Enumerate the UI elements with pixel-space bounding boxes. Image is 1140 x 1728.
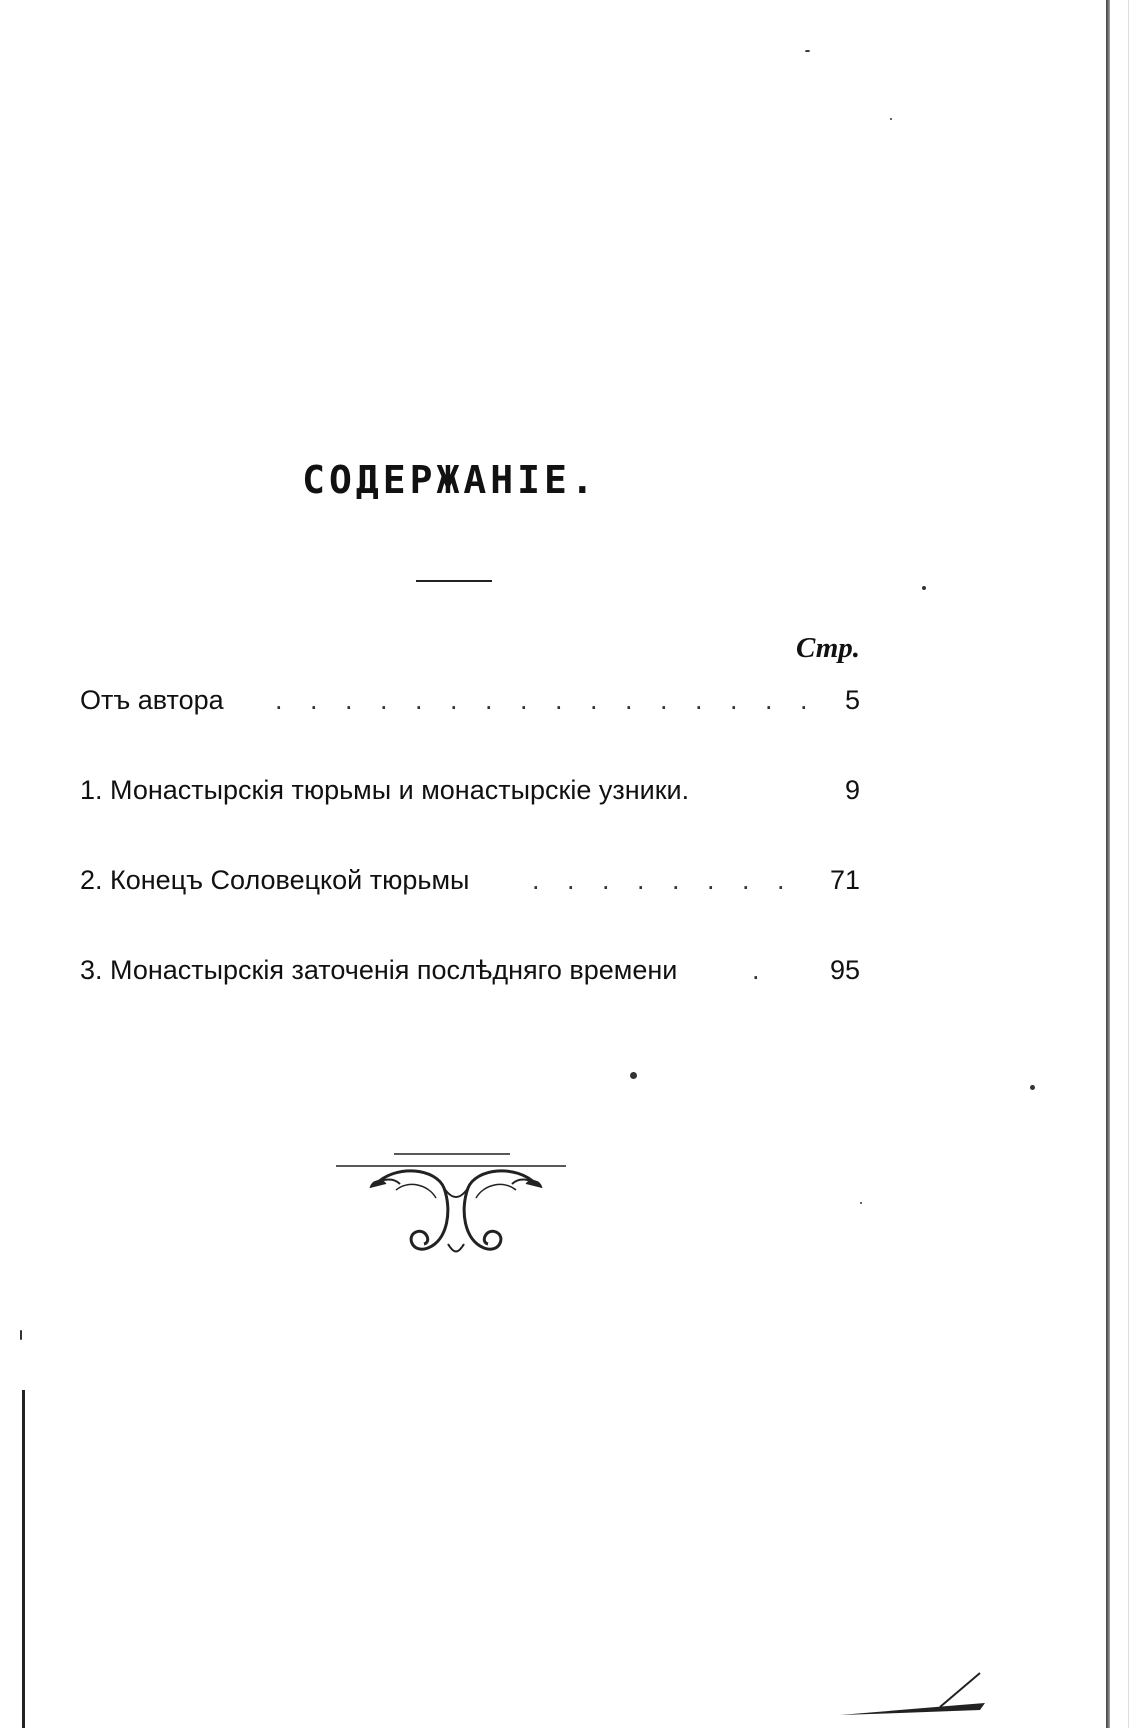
toc-entry — [80, 680, 860, 720]
dust-speck — [922, 586, 926, 590]
toc-entry-leader: . — [752, 955, 770, 985]
dust-speck — [1030, 1085, 1035, 1090]
toc-entry-page: 5 — [844, 685, 860, 715]
dust-speck — [860, 1202, 862, 1204]
page-edge-shadow-right — [1106, 0, 1110, 1728]
page-title: СОДЕРЖАНIЕ. — [302, 458, 598, 502]
toc-entry-leader: . . . . . . . . — [532, 865, 795, 895]
toc-entry-label: 2. Конецъ Соловецкой тюрьмы — [80, 865, 470, 895]
scroll-vignette-icon — [336, 1150, 576, 1260]
dust-speck — [805, 50, 810, 52]
page-column-header: Стр. — [795, 632, 860, 664]
toc-entry-page: 95 — [829, 955, 860, 985]
dust-speck — [890, 118, 892, 120]
toc-entry-page: 9 — [844, 775, 860, 805]
toc-entry-label: 3. Монастырскiя заточенiя послѣдняго времени — [80, 955, 678, 985]
toc-entry-label: Отъ автора — [80, 685, 224, 715]
dust-speck — [630, 1072, 637, 1079]
toc-entry-leader: . . . . . . . . . . . . . . . . — [275, 685, 818, 715]
toc-entry — [80, 770, 860, 810]
toc-entry — [80, 950, 860, 990]
page-edge-shadow-left — [22, 1390, 25, 1728]
toc-entry-page: 71 — [829, 865, 860, 895]
scan-scratch-mark — [840, 1665, 990, 1720]
title-divider — [416, 580, 492, 582]
dust-speck — [20, 1330, 22, 1340]
toc-entry-label: 1. Монастырскiя тюрьмы и монастырскiе узники. — [80, 775, 690, 805]
toc-entry — [80, 860, 860, 900]
page-edge-line-right — [1128, 0, 1129, 1728]
